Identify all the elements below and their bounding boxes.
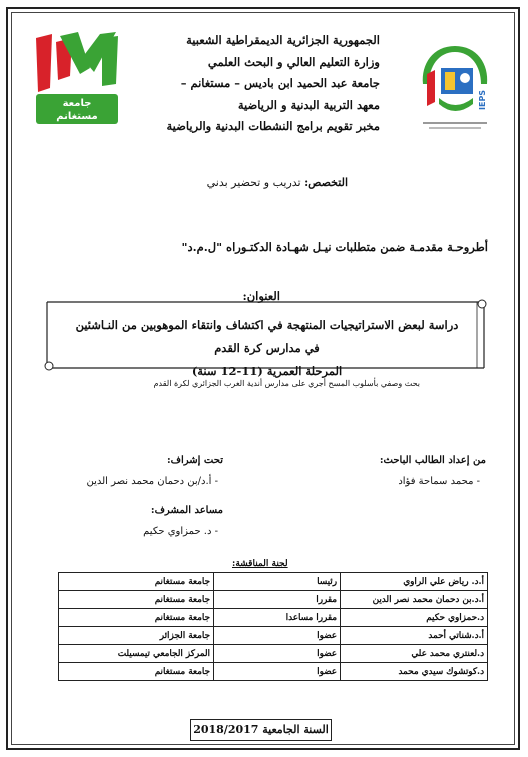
committee-table [58,572,488,681]
supervisor-name: - أ.د/بن دحمان محمد نصر الدين [86,476,218,487]
member-name: أ.د.بن دحمان محمد نصر الدين [341,591,488,609]
header-line-republic: الجمهورية الجزائرية الديمقراطية الشعبية [186,33,380,47]
thesis-statement: أطروحـة مقدمـة ضمن متطلبات نيـل شهـادة الدكتـوراه "ل.م.د" [181,240,488,254]
logo-ieps-text: IEPS [478,89,487,110]
specialty-label: التخصص: [304,176,348,189]
title-line-2: في مدارس كرة القدم [214,341,320,355]
member-institution: المركز الجامعي تيمسيلت [59,645,214,663]
member-role: عضوا [214,627,341,645]
co-supervisor-label: مساعد المشرف: [150,505,223,516]
logo-text-line1: جامعة [62,98,92,109]
university-logo [30,28,122,128]
header-line-university: جامعة عبد الحميد ابن باديس – مستغانم – [180,76,380,90]
member-name: د.لعنتري محمد علي [341,645,488,663]
table-row [59,645,488,663]
table-row [59,573,488,591]
member-name: د.حمزاوي حكيم [341,609,488,627]
table-row [59,609,488,627]
member-institution: جامعة مستغانم [59,609,214,627]
member-institution: جامعة الجزائر [59,627,214,645]
study-description: بحث وصفي بأسلوب المسح أجري على مدارس أندية الغرب الجزائري لكرة القدم [153,379,420,388]
member-institution: جامعة مستغانم [59,663,214,681]
title-label: العنوان: [242,289,280,303]
institution-header [134,30,380,138]
member-role: عضوا [214,663,341,681]
title-line-1: دراسة لبعض الاستراتيجيات المنتهجة في اكتشاف وانتقاء الموهوبين من النـاشئين [75,318,459,332]
member-institution: جامعة مستغانم [59,573,214,591]
member-name: أ.د.شناتي أحمد [341,627,488,645]
header-line-ministry: وزارة التعليم العالي و البحث العلمي [207,54,380,69]
specialty-value: تدريب و تحضير بدني [206,176,301,189]
supervisor-label: تحت إشراف: [166,455,223,466]
academic-year-box: السنة الجامعية 2018/2017 [190,719,332,741]
co-supervisor-name: - د. حمزاوي حكيم [143,526,218,537]
member-institution: جامعة مستغانم [59,591,214,609]
member-name: أ.د. رياض علي الراوي [341,573,488,591]
header-line-institute: معهد التربية البدنية و الرياضية [237,97,380,112]
member-name: د.كوتشوك سيدي محمد [341,663,488,681]
institute-logo [415,40,495,135]
committee-label: لجنة المناقشة: [232,559,288,569]
prepared-by-name: - محمد سماحة فؤاد [398,476,480,487]
table-row [59,591,488,609]
header-line-lab: مخبر تقويم برامج النشطات البدنية والرياضية [166,119,380,133]
member-role: رئيسا [214,573,341,591]
thesis-title [52,314,482,383]
table-row [59,627,488,645]
specialty-line [207,176,348,189]
member-role: مقررا [214,591,341,609]
member-role: عضوا [214,645,341,663]
prepared-by-label: من إعداد الطالب الباحث: [379,455,486,466]
logo-text-line2: مستغانم [56,111,98,122]
title-line-3: المرحلة العمرية (11-12 سنة) [191,364,343,378]
table-row [59,663,488,681]
member-role: مقررا مساعدا [214,609,341,627]
